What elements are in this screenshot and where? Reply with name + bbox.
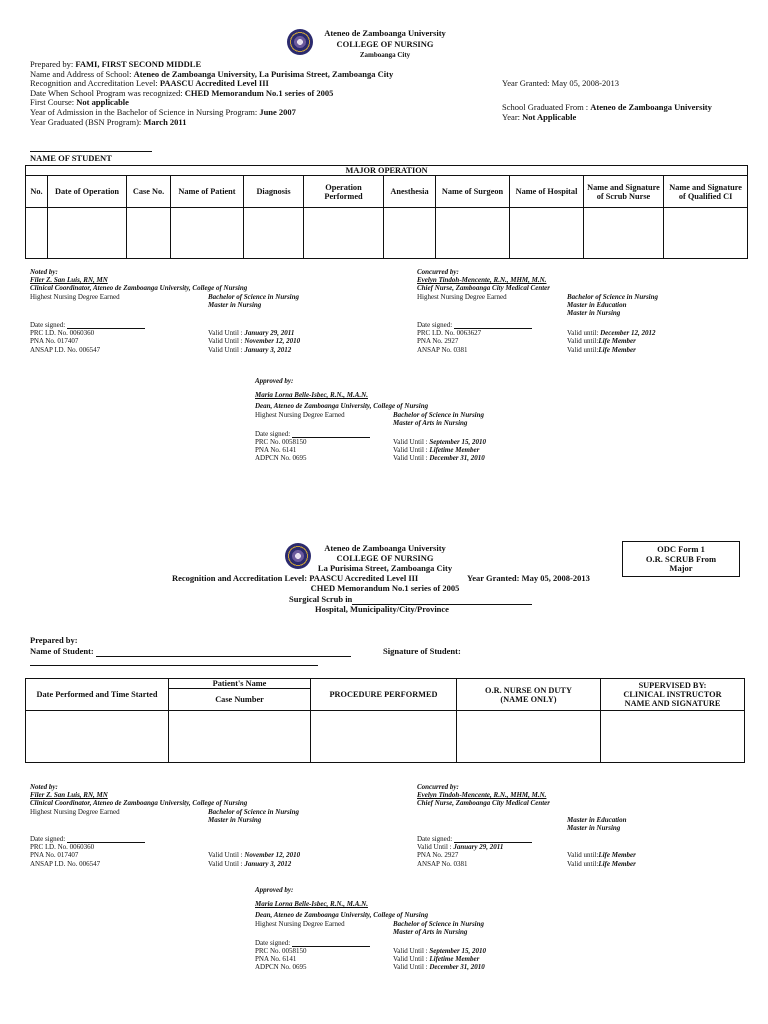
scrub-cell-supervisor[interactable] bbox=[601, 711, 745, 763]
noted-date-signed-2: Date signed: bbox=[30, 835, 66, 843]
approved-label: Approved by: bbox=[255, 377, 294, 385]
approved-valid-adpcn-2: December 31, 2010 bbox=[429, 963, 485, 972]
major-data-cell[interactable] bbox=[48, 208, 127, 259]
major-col-header: Name and Signature of Qualified CI bbox=[664, 176, 748, 208]
concurred-ids bbox=[417, 321, 747, 354]
concurred-valid-ansap-2: Life Member bbox=[598, 859, 636, 868]
concurred-valid-label-2b: Valid until: bbox=[567, 851, 599, 860]
major-col-header: No. bbox=[26, 176, 48, 208]
noted-valid-label-1: Valid Until : bbox=[208, 329, 243, 338]
noted-valid-label-2a: Valid Until : bbox=[208, 851, 243, 860]
major-data-cell[interactable] bbox=[171, 208, 244, 259]
concurred-name-2: Evelyn Tindoh-Mencente, R.N., MHM, M.N. bbox=[417, 791, 547, 800]
odc-form-box-line-2: O.R. SCRUB From bbox=[645, 553, 717, 564]
approved-label-2: Approved by: bbox=[255, 886, 294, 894]
concurred-block-2 bbox=[417, 783, 747, 832]
noted-pna: PNA No. 017407 bbox=[30, 337, 79, 346]
concurred-ids-2 bbox=[417, 835, 747, 868]
approved-title-2: Dean, Ateneo de Zamboanga University, College of Nursing bbox=[255, 911, 429, 920]
col-patient-name: Patient's Name bbox=[169, 679, 311, 689]
approved-valid-pna-2: Lifetime Member bbox=[429, 955, 480, 964]
noted-name: Filer Z. San Luis, RN, MN bbox=[30, 276, 108, 285]
form2-ched: CHED Memorandum No.1 series of 2005 bbox=[310, 583, 460, 593]
admission-value: June 2007 bbox=[259, 106, 296, 117]
concurred-degree-1: Bachelor of Science in Nursing bbox=[567, 292, 659, 301]
year-field bbox=[502, 113, 576, 123]
major-data-cell[interactable] bbox=[304, 208, 384, 259]
form2-address: La Purisima Street, Zamboanga City bbox=[317, 563, 453, 573]
col-case-number: Case Number bbox=[169, 689, 311, 711]
concurred-valid-label-1: Valid until: bbox=[567, 329, 599, 338]
major-col-header: Anesthesia bbox=[384, 176, 436, 208]
approved-valid-label-3: Valid Until : bbox=[393, 454, 428, 463]
form2-prepared-label: Prepared by: bbox=[30, 635, 78, 645]
approved-valid-adpcn: December 31, 2010 bbox=[429, 454, 485, 463]
concurred-valid-pna: Life Member bbox=[598, 337, 636, 346]
approved-degree-label: Highest Nursing Degree Earned bbox=[255, 410, 345, 419]
form2-name-of-student bbox=[30, 647, 351, 657]
form2-university: Ateneo de Zamboanga University bbox=[324, 543, 446, 553]
form2-year-granted-label: Year Granted: bbox=[467, 573, 520, 583]
approved-prc-2: PRC No. 0058150 bbox=[255, 947, 307, 956]
form2-name-line[interactable] bbox=[96, 656, 351, 657]
date-recog-value: CHED Memorandum No.1 series of 2005 bbox=[184, 87, 334, 98]
surgical-scrub-label: Surgical Scrub in bbox=[289, 594, 353, 604]
hospital-label: Hospital, Municipality/City/Province bbox=[315, 604, 449, 614]
header-college: COLLEGE OF NURSING bbox=[336, 39, 434, 49]
admission-label: Year of Admission in the Bachelor of Science in Nursing Program: bbox=[30, 106, 258, 117]
concurred-label-2: Concurred by: bbox=[417, 783, 459, 791]
concurred-valid-label-2a: Valid Until : bbox=[417, 843, 452, 852]
approved-degree-1-2: Bachelor of Science in Nursing bbox=[393, 919, 485, 928]
scrub-table bbox=[25, 678, 745, 763]
noted-pna-2: PNA No. 017407 bbox=[30, 851, 79, 860]
major-data-cell[interactable] bbox=[244, 208, 304, 259]
approved-block-2 bbox=[255, 886, 615, 972]
concurred-label: Concurred by: bbox=[417, 268, 459, 276]
noted-ids bbox=[30, 321, 400, 354]
approved-valid-label-2c: Valid Until : bbox=[393, 963, 428, 972]
concurred-valid-pna-2: Life Member bbox=[598, 851, 636, 860]
col-procedure: PROCEDURE PERFORMED bbox=[311, 679, 457, 711]
concurred-valid-label-2: Valid until: bbox=[567, 337, 599, 346]
noted-name-2: Filer Z. San Luis, RN, MN bbox=[30, 791, 108, 800]
first-course-value: Not applicable bbox=[76, 97, 129, 108]
approved-valid-label-2a: Valid Until : bbox=[393, 947, 428, 956]
major-col-header: Date of Operation bbox=[48, 176, 127, 208]
approved-valid-label-1: Valid Until : bbox=[393, 438, 428, 447]
major-col-header: Name of Patient bbox=[171, 176, 244, 208]
concurred-valid-prc: December 12, 2012 bbox=[600, 329, 656, 338]
concurred-name: Evelyn Tindoh-Mencente, R.N., MHM, M.N. bbox=[417, 276, 547, 285]
graduated-label: Year Graduated (BSN Program): bbox=[30, 116, 142, 127]
concurred-ansap: ANSAP No. 0381 bbox=[417, 345, 468, 354]
scrub-cell-nurse[interactable] bbox=[457, 711, 601, 763]
prepared-by-value: FAMI, FIRST SECOND MIDDLE bbox=[75, 59, 202, 69]
col-date-performed: Date Performed and Time Started bbox=[26, 679, 169, 711]
concurred-degree-label: Highest Nursing Degree Earned bbox=[417, 292, 507, 301]
approved-name-2: Maria Lorna Belle-Isbec, R.N., M.A.N. bbox=[255, 900, 368, 909]
major-data-cell[interactable] bbox=[510, 208, 584, 259]
year-value: Not Applicable bbox=[522, 112, 577, 122]
noted-valid-pna: November 12, 2010 bbox=[244, 337, 301, 346]
major-data-cell[interactable] bbox=[436, 208, 510, 259]
concurred-date-signed-2: Date signed: bbox=[417, 835, 453, 843]
header-city: Zamboanga City bbox=[359, 51, 411, 59]
noted-valid-ansap: January 3, 2012 bbox=[244, 345, 292, 354]
noted-valid-prc: January 29, 2011 bbox=[244, 329, 295, 338]
major-data-cell[interactable] bbox=[664, 208, 748, 259]
concurred-valid-prc-2: January 29, 2011 bbox=[453, 843, 504, 852]
recog-label: Recognition and Accreditation Level: bbox=[30, 78, 158, 89]
form2-year-granted bbox=[467, 574, 590, 584]
year-granted-label: Year Granted: bbox=[502, 78, 550, 88]
concurred-degree-3: Master in Nursing bbox=[567, 308, 621, 317]
col-supervised bbox=[601, 679, 745, 711]
noted-degree-2: Master in Nursing bbox=[208, 300, 262, 309]
approved-degree-label-2: Highest Nursing Degree Earned bbox=[255, 919, 345, 928]
approved-valid-prc: September 15, 2010 bbox=[429, 438, 486, 447]
approved-prc: PRC No. 0058150 bbox=[255, 438, 307, 447]
approved-date-signed-2: Date signed: bbox=[255, 938, 291, 947]
major-data-cell[interactable] bbox=[127, 208, 171, 259]
noted-degree-label-2: Highest Nursing Degree Earned bbox=[30, 807, 120, 816]
noted-prc-2: PRC I.D. No. 0060360 bbox=[30, 843, 95, 852]
concurred-pna: PNA No. 2927 bbox=[417, 337, 459, 346]
form2-name-underline bbox=[30, 665, 318, 666]
approved-valid-pna: Lifetime Member bbox=[429, 446, 480, 455]
major-col-header: Name of Surgeon bbox=[436, 176, 510, 208]
noted-date-signed: Date signed: bbox=[30, 321, 66, 329]
noted-valid-label-3: Valid Until : bbox=[208, 345, 243, 354]
major-operation-title: MAJOR OPERATION bbox=[26, 166, 748, 176]
noted-valid-ansap-2: January 3, 2012 bbox=[244, 859, 292, 868]
header-university: Ateneo de Zamboanga University bbox=[324, 28, 446, 38]
noted-degree-1-2: Bachelor of Science in Nursing bbox=[208, 807, 300, 816]
school-grad-value: Ateneo de Zamboanga University bbox=[590, 102, 712, 112]
noted-prc: PRC I.D. No. 0060360 bbox=[30, 329, 95, 338]
approved-name: Maria Lorna Belle-Isbec, R.N., M.A.N. bbox=[255, 391, 368, 400]
approved-adpcn-2: ADPCN No. 0695 bbox=[255, 963, 307, 972]
school-label: Name and Address of School: bbox=[30, 68, 132, 79]
approved-adpcn: ADPCN No. 0695 bbox=[255, 454, 307, 463]
noted-ansap: ANSAP I.D. No. 006547 bbox=[30, 345, 101, 354]
major-col-header: Name of Hospital bbox=[510, 176, 584, 208]
concurred-valid-label-2c: Valid until: bbox=[567, 859, 599, 868]
major-col-header: Diagnosis bbox=[244, 176, 304, 208]
approved-valid-label-2b: Valid Until : bbox=[393, 955, 428, 964]
noted-valid-label-2b: Valid Until : bbox=[208, 859, 243, 868]
noted-title: Clinical Coordinator, Ateneo de Zamboanga University, College of Nursing bbox=[30, 284, 248, 293]
col-or-nurse-line-2: (NAME ONLY) bbox=[500, 694, 557, 704]
approved-degree-2: Master of Arts in Nursing bbox=[393, 418, 468, 427]
approved-degree-2-2: Master of Arts in Nursing bbox=[393, 927, 468, 936]
concurred-prc: PRC I.D. No. 0063627 bbox=[417, 329, 482, 338]
approved-title: Dean, Ateneo de Zamboanga University, College of Nursing bbox=[255, 402, 429, 411]
approved-degree-1: Bachelor of Science in Nursing bbox=[393, 410, 485, 419]
approved-block bbox=[255, 377, 615, 463]
concurred-degree-2: Master in Education bbox=[567, 300, 627, 309]
concurred-title: Chief Nurse, Zamboanga City Medical Center bbox=[417, 284, 550, 293]
approved-valid-prc-2: September 15, 2010 bbox=[429, 947, 486, 956]
approved-pna-2: PNA No. 6141 bbox=[255, 955, 297, 964]
concurred-valid-ansap: Life Member bbox=[598, 345, 636, 354]
noted-degree-label: Highest Nursing Degree Earned bbox=[30, 292, 120, 301]
concurred-degree-2-2: Master in Education bbox=[567, 815, 627, 824]
col-supervised-line-3: NAME AND SIGNATURE bbox=[624, 699, 721, 708]
name-of-student-label: NAME OF STUDENT bbox=[30, 153, 112, 163]
noted-label-2: Noted by: bbox=[30, 783, 58, 791]
recog-value: PAASCU Accredited Level III bbox=[159, 78, 269, 89]
noted-label: Noted by: bbox=[30, 268, 58, 276]
noted-title-2: Clinical Coordinator, Ateneo de Zamboanga University, College of Nursing bbox=[30, 799, 248, 808]
col-or-nurse bbox=[457, 679, 601, 711]
col-supervised-line-2: CLINICAL INSTRUCTOR bbox=[623, 690, 722, 699]
odc-form-box-line-3: Major bbox=[669, 563, 693, 574]
concurred-degree-3-2: Master in Nursing bbox=[567, 823, 621, 832]
concurred-valid-label-3: Valid until: bbox=[567, 345, 599, 354]
date-recog-label: Date When School Program was recognized: bbox=[30, 87, 183, 98]
form2-college: COLLEGE OF NURSING bbox=[336, 553, 434, 563]
student-name-line bbox=[30, 151, 152, 152]
concurred-pna-2: PNA No. 2927 bbox=[417, 851, 459, 860]
prepared-by-label: Prepared by: bbox=[30, 59, 74, 69]
school-value: Ateneo de Zamboanga University, La Purisima Street, Zamboanga City bbox=[133, 68, 394, 79]
odc-form-box-line-1: ODC Form 1 bbox=[657, 544, 705, 554]
noted-block-2 bbox=[30, 783, 400, 824]
year-granted-value: May 05, 2008-2013 bbox=[551, 78, 619, 88]
graduated-value: March 2011 bbox=[143, 116, 187, 127]
concurred-title-2: Chief Nurse, Zamboanga City Medical Center bbox=[417, 799, 550, 808]
first-course-label: First Course: bbox=[30, 97, 75, 108]
approved-pna: PNA No. 6141 bbox=[255, 446, 297, 455]
major-data-cell[interactable] bbox=[584, 208, 664, 259]
noted-ansap-2: ANSAP I.D. No. 006547 bbox=[30, 859, 101, 868]
year-granted bbox=[502, 79, 619, 89]
noted-block bbox=[30, 268, 400, 309]
scrub-cell-procedure[interactable] bbox=[311, 711, 457, 763]
form2-year-granted-value: May 05, 2008-2013 bbox=[521, 573, 590, 583]
major-operation-table bbox=[25, 165, 748, 259]
noted-degree-1: Bachelor of Science in Nursing bbox=[208, 292, 300, 301]
noted-valid-label-2: Valid Until : bbox=[208, 337, 243, 346]
major-col-header: Name and Signature of Scrub Nurse bbox=[584, 176, 664, 208]
approved-date-signed: Date signed: bbox=[255, 429, 291, 438]
noted-valid-pna-2: November 12, 2010 bbox=[244, 851, 301, 860]
major-col-header: Operation Performed bbox=[304, 176, 384, 208]
concurred-block bbox=[417, 268, 747, 317]
info-block-left bbox=[30, 60, 490, 127]
col-or-nurse-line-1: O.R. NURSE ON DUTY bbox=[485, 685, 572, 695]
concurred-date-signed: Date signed: bbox=[417, 321, 453, 329]
form2-recog-label: Recognition and Accreditation Level: bbox=[172, 573, 308, 583]
scrub-cell-patient[interactable] bbox=[169, 711, 311, 763]
approved-valid-label-2: Valid Until : bbox=[393, 446, 428, 455]
major-data-cell[interactable] bbox=[26, 208, 48, 259]
school-grad-label: School Graduated From : bbox=[502, 102, 589, 112]
year-label: Year: bbox=[502, 112, 521, 122]
noted-degree-2-2: Master in Nursing bbox=[208, 815, 262, 824]
scrub-cell-date[interactable] bbox=[26, 711, 169, 763]
major-col-header: Case No. bbox=[127, 176, 171, 208]
concurred-ansap-2: ANSAP No. 0381 bbox=[417, 859, 468, 868]
noted-ids-2 bbox=[30, 835, 400, 868]
form2-signature-label: Signature of Student: bbox=[383, 646, 461, 656]
form2-name-label: Name of Student: bbox=[30, 646, 94, 656]
col-supervised-line-1: SUPERVISED BY: bbox=[638, 681, 707, 690]
major-data-cell[interactable] bbox=[384, 208, 436, 259]
form2-recog-value: PAASCU Accredited Level III bbox=[309, 573, 419, 583]
odc-form-box bbox=[622, 541, 740, 577]
